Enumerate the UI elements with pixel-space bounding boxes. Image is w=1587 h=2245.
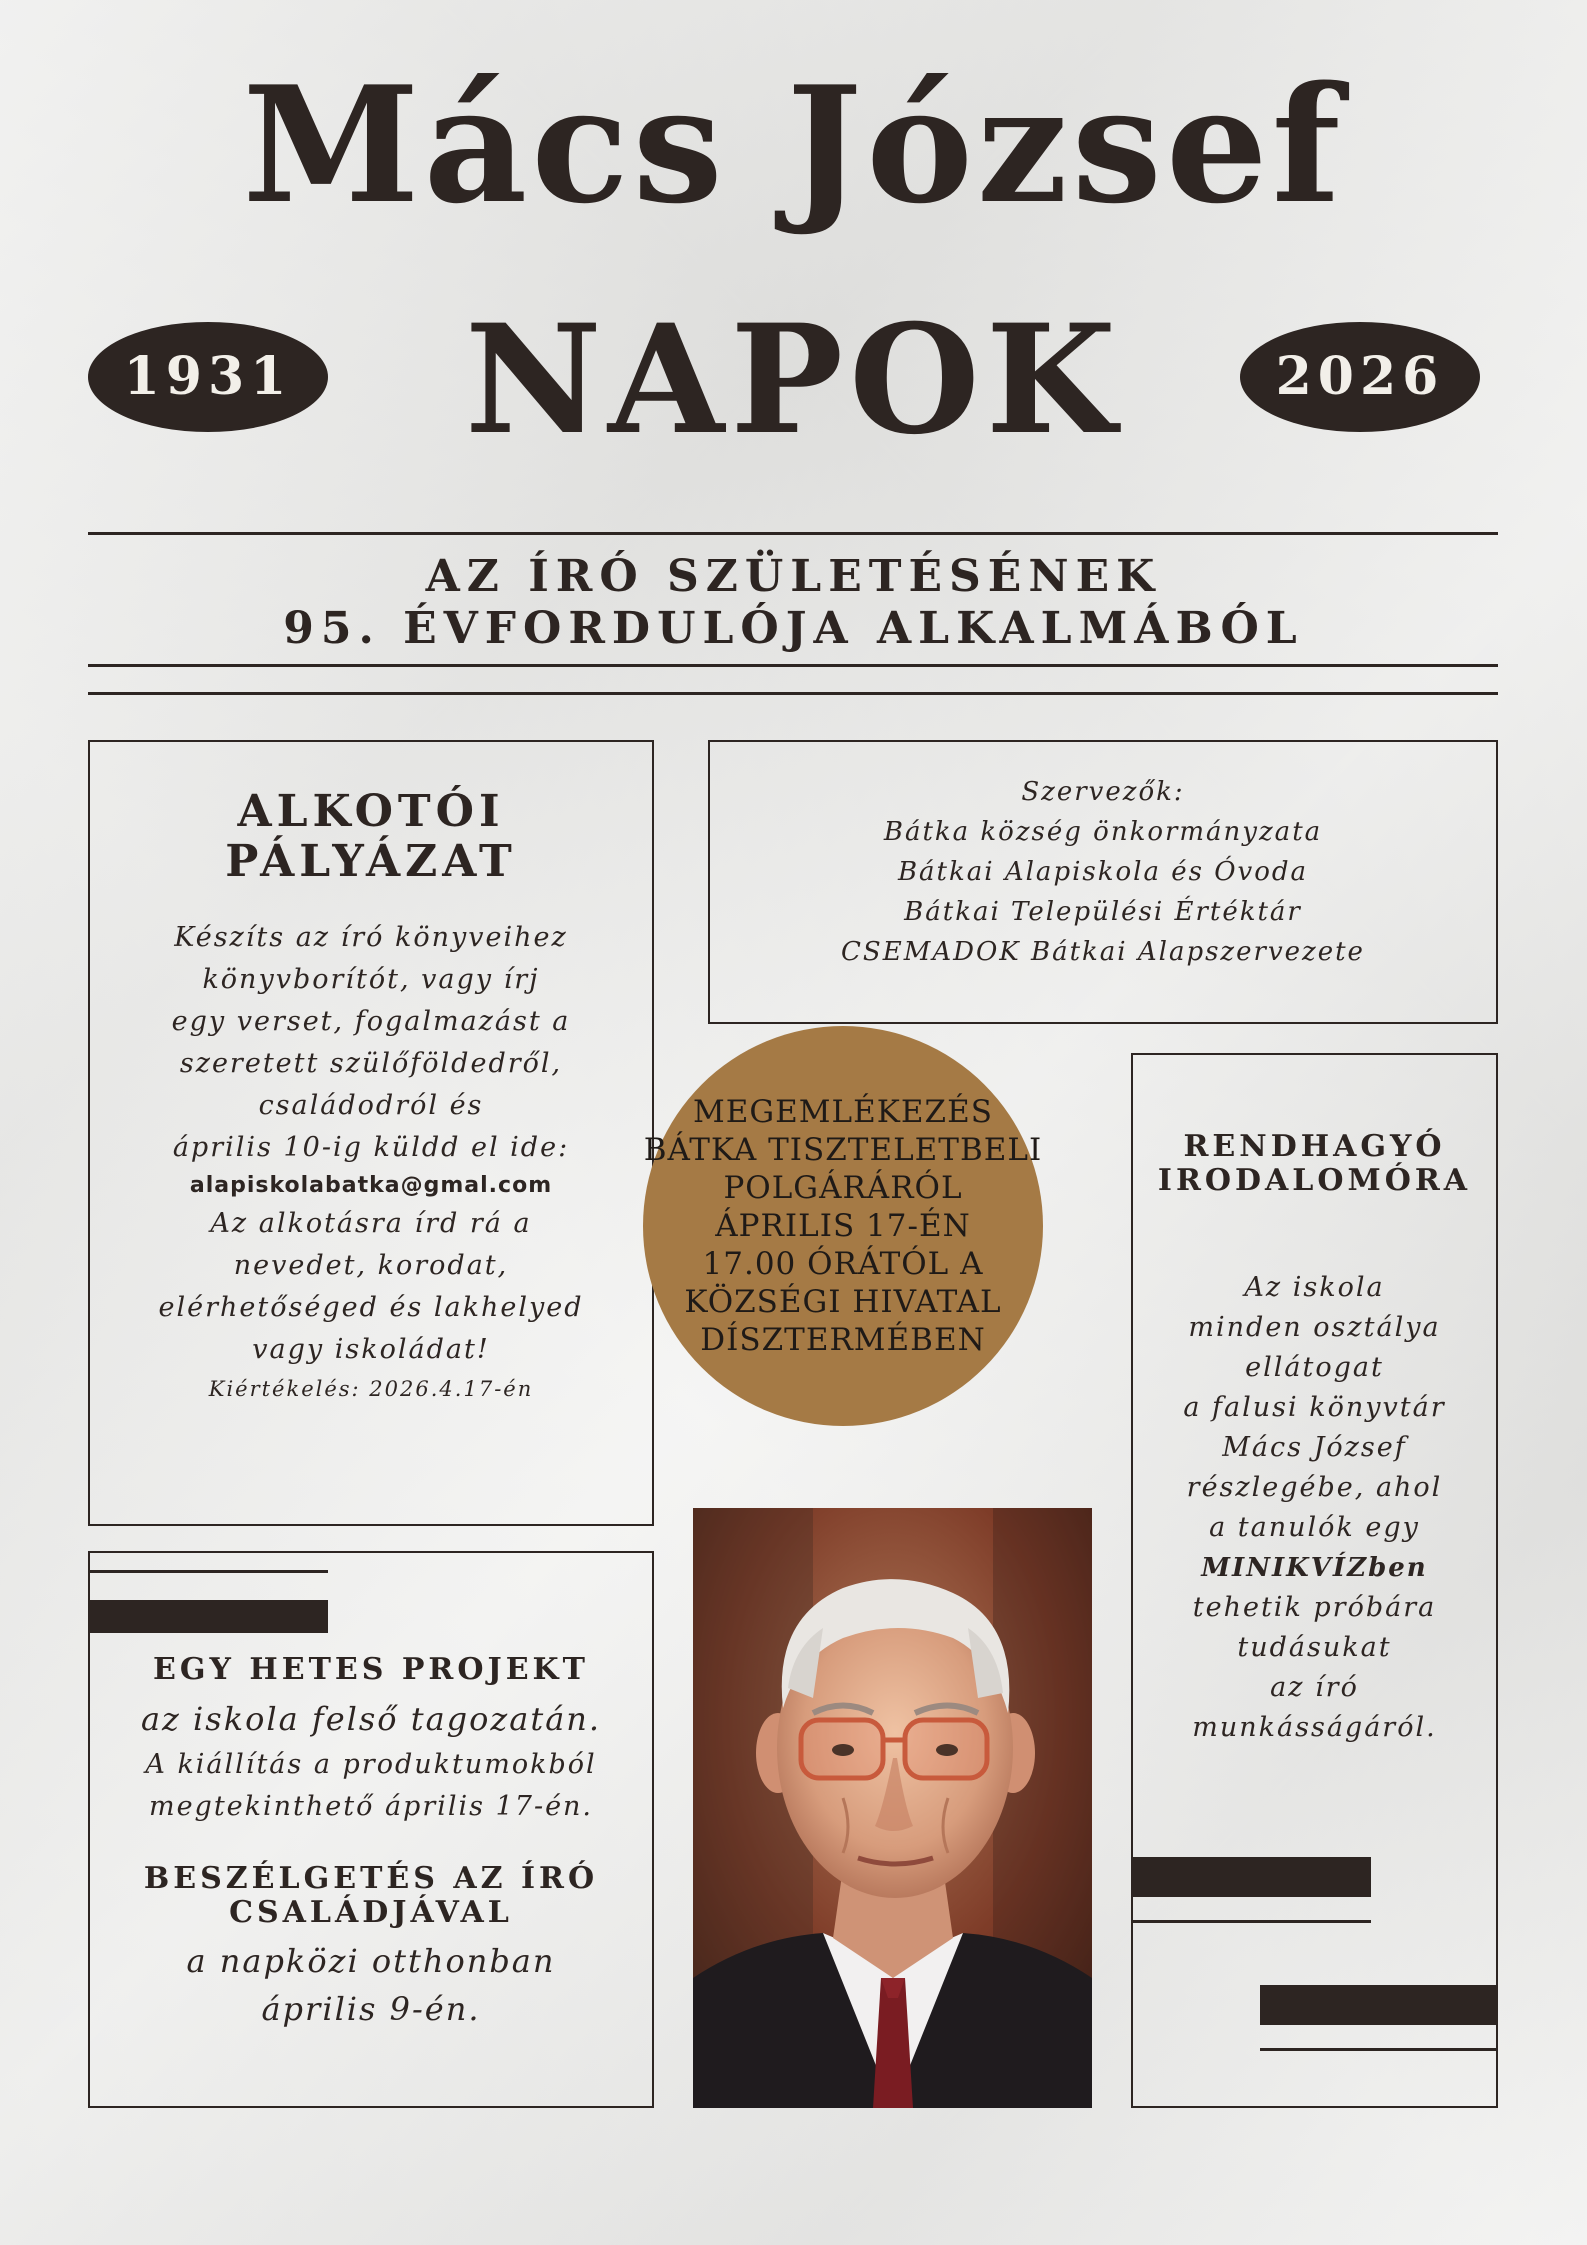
project-line-2: A kiállítás a produktumokból (145, 1749, 597, 1780)
literature-line: tudásukat (1237, 1632, 1392, 1663)
decor-line-right-1 (1131, 1920, 1371, 1923)
title-line-2: NAPOK (464, 292, 1123, 468)
writer-portrait-photo (693, 1508, 1092, 2108)
memorial-line: 17.00 ÓRÁTÓL A (702, 1246, 984, 1282)
memorial-line: BÁTKA TISZTELETBELI (643, 1132, 1043, 1168)
year-right-badge: 2026 (1240, 322, 1480, 432)
contest-line: vagy iskoládat! (252, 1334, 490, 1365)
organizer-item: Bátkai Települési Értéktár (904, 897, 1302, 927)
memorial-line: KÖZSÉGI HIVATAL (684, 1284, 1002, 1320)
memorial-line: ÁPRILIS 17-ÉN (715, 1208, 971, 1244)
organizer-item: Bátkai Alapiskola és Óvoda (897, 857, 1309, 887)
contest-line: április 10-ig küldd el ide: (172, 1132, 570, 1163)
decor-line-right-2 (1260, 2048, 1498, 2051)
rule-middle (88, 664, 1498, 667)
contest-line: családodról és (258, 1090, 484, 1121)
rule-top (88, 532, 1498, 535)
portrait-illustration (693, 1508, 1092, 2108)
title-line-1: Mács József (242, 51, 1345, 239)
contest-line: nevedet, korodat, (233, 1250, 509, 1281)
literature-heading-2: IRODALOMÓRA (1157, 1163, 1472, 1198)
decor-bar-right-2 (1260, 1985, 1498, 2025)
literature-line: részlegébe, ahol (1186, 1472, 1443, 1503)
literature-line: ellátogat (1245, 1352, 1384, 1383)
decor-bar-right-1 (1131, 1857, 1371, 1897)
memorial-line: POLGÁRÁRÓL (723, 1170, 963, 1206)
organizer-item: Bátka község önkormányzata (883, 817, 1323, 847)
literature-highlight: MINIKVÍZben (1201, 1553, 1428, 1583)
contest-box (88, 740, 654, 1526)
contest-email-link[interactable]: alapiskolabatka@gmal.com (189, 1173, 553, 1198)
memorial-line: DÍSZTERMÉBEN (700, 1322, 986, 1358)
subtitle-line-2: 95. ÉVFORDULÓJA ALKALMÁBÓL (283, 603, 1304, 654)
contest-evaluation: Kiértékelés: 2026.4.17-én (208, 1377, 534, 1401)
project-line-5: április 9-én. (261, 1990, 481, 2028)
contest-line: Készíts az író könyveihez (174, 922, 568, 953)
literature-line: a falusi könyvtár (1183, 1392, 1446, 1423)
literature-line: Az iskola (1244, 1272, 1385, 1303)
contest-heading-2: PÁLYÁZAT (225, 836, 517, 887)
contest-line: könyvborítót, vagy írj (202, 964, 540, 995)
contest-line: szeretett szülőföldedről, (179, 1048, 563, 1079)
project-line-4: a napközi otthonban (186, 1942, 556, 1980)
project-heading: EGY HETES PROJEKT (153, 1652, 589, 1687)
literature-line: minden osztálya (1188, 1312, 1441, 1343)
contest-line: elérhetőséged és lakhelyed (158, 1292, 584, 1323)
year-left-badge: 1931 (88, 322, 328, 432)
project-content (88, 1652, 654, 2032)
project-line-1: az iskola felső tagozatán. (140, 1700, 602, 1738)
organizers-box (708, 740, 1498, 1024)
literature-class-box (1131, 1053, 1498, 2108)
rule-bottom (88, 692, 1498, 695)
project-heading-2a: BESZÉLGETÉS AZ ÍRÓ (143, 1861, 599, 1896)
contest-line: egy verset, fogalmazást a (171, 1006, 571, 1037)
literature-line: munkásságáról. (1192, 1712, 1437, 1743)
literature-line: az író (1270, 1672, 1359, 1703)
literature-line: Mács József (1222, 1432, 1407, 1463)
decor-line-left (88, 1570, 328, 1573)
contest-line: Az alkotásra írd rá a (210, 1208, 532, 1239)
literature-heading-1: RENDHAGYÓ (1183, 1129, 1446, 1164)
organizer-item: CSEMADOK Bátkai Alapszervezete (841, 937, 1365, 967)
contest-heading-1: ALKOTÓI (237, 786, 505, 837)
project-heading-2b: CSALÁDJÁVAL (229, 1895, 513, 1930)
memorial-circle (643, 1026, 1043, 1426)
literature-line: a tanulók egy (1209, 1512, 1420, 1543)
subtitle-line-1: AZ ÍRÓ SZÜLETÉSÉNEK (425, 551, 1162, 602)
organizers-label: Szervezők: (1021, 777, 1185, 807)
memorial-line: MEGEMLÉKEZÉS (693, 1094, 993, 1130)
decor-bar-left (88, 1600, 328, 1633)
literature-line: tehetik próbára (1192, 1592, 1437, 1623)
project-line-3: megtekinthető április 17-én. (148, 1791, 594, 1822)
